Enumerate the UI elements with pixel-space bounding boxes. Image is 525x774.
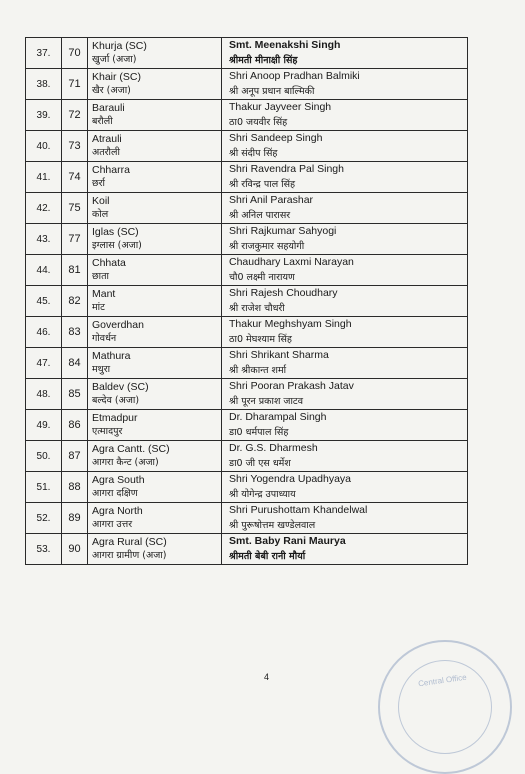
- serial-number: 49.: [36, 419, 51, 431]
- candidate-name-en: Shri Anil Parashar: [229, 194, 314, 206]
- constituency-cell: [88, 162, 222, 193]
- serial-number: 39.: [36, 109, 51, 121]
- constituency-number-cell: [62, 410, 88, 441]
- serial-number: 45.: [36, 295, 51, 307]
- constituency-name-en: Khurja (SC): [92, 40, 147, 52]
- table-row: [26, 38, 468, 69]
- serial-number: 37.: [36, 47, 51, 59]
- serial-number-cell: [26, 410, 62, 441]
- candidate-cell: [222, 162, 468, 193]
- serial-number-cell: [26, 317, 62, 348]
- candidate-name-hi: श्री राजेश चौधरी: [229, 303, 285, 314]
- candidate-name-hi: डा0 जी एस धर्मेश: [229, 458, 291, 469]
- constituency-name-hi: आगरा ग्रामीण (अजा): [92, 550, 167, 561]
- candidate-name-hi: श्रीमती मीनाक्षी सिंह: [229, 55, 298, 66]
- candidate-cell: [222, 38, 468, 69]
- serial-number-cell: [26, 193, 62, 224]
- constituency-name-hi: बल्देव (अजा): [92, 395, 140, 406]
- candidate-name-hi: ठा0 मेघश्याम सिंह: [229, 334, 292, 345]
- table-row: [26, 286, 468, 317]
- candidate-name-hi: ठा0 जयवीर सिंह: [229, 117, 288, 128]
- serial-number-cell: [26, 255, 62, 286]
- serial-number: 51.: [36, 481, 51, 493]
- table-row: [26, 162, 468, 193]
- constituency-number: 90: [68, 543, 81, 555]
- constituency-cell: [88, 410, 222, 441]
- serial-number-cell: [26, 503, 62, 534]
- constituency-name-hi: मांट: [92, 302, 105, 313]
- serial-number-cell: [26, 379, 62, 410]
- constituency-number-cell: [62, 69, 88, 100]
- table-row: [26, 317, 468, 348]
- constituency-number: 81: [68, 264, 81, 276]
- constituency-number-cell: [62, 441, 88, 472]
- candidate-name-en: Dr. Dharampal Singh: [229, 411, 327, 423]
- candidate-name-en: Thakur Jayveer Singh: [229, 101, 332, 113]
- serial-number-cell: [26, 534, 62, 565]
- serial-number-cell: [26, 224, 62, 255]
- constituency-name-en: Barauli: [92, 102, 125, 114]
- constituency-number-cell: [62, 224, 88, 255]
- table-row: [26, 193, 468, 224]
- constituency-number: 75: [68, 202, 81, 214]
- serial-number: 47.: [36, 357, 51, 369]
- constituency-name-hi: आगरा दक्षिण: [92, 488, 138, 499]
- constituency-name-en: Chhata: [92, 257, 126, 269]
- candidate-cell: [222, 503, 468, 534]
- constituency-cell: [88, 348, 222, 379]
- constituency-name-en: Mathura: [92, 350, 131, 362]
- serial-number: 40.: [36, 140, 51, 152]
- candidate-name-hi: श्रीमती बेबी रानी मौर्या: [229, 551, 306, 562]
- serial-number-cell: [26, 348, 62, 379]
- table-row: [26, 503, 468, 534]
- candidate-name-hi: चौ0 लक्ष्मी नारायण: [229, 272, 295, 283]
- candidate-name-en: Shri Shrikant Sharma: [229, 349, 329, 361]
- serial-number: 44.: [36, 264, 51, 276]
- candidate-cell: [222, 410, 468, 441]
- candidate-name-hi: श्री श्रीकान्त शर्मा: [229, 365, 287, 376]
- constituency-name-en: Goverdhan: [92, 319, 144, 331]
- constituency-name-hi: खुर्जा (अजा): [92, 54, 137, 65]
- constituency-name-en: Khair (SC): [92, 71, 142, 83]
- candidate-name-en: Smt. Meenakshi Singh: [229, 39, 341, 51]
- serial-number-cell: [26, 441, 62, 472]
- candidate-cell: [222, 379, 468, 410]
- constituency-cell: [88, 286, 222, 317]
- candidate-table: [25, 37, 468, 565]
- constituency-number: 87: [68, 450, 81, 462]
- candidate-name-hi: श्री पूरन प्रकाश जाटव: [229, 396, 304, 407]
- constituency-name-en: Koil: [92, 195, 110, 207]
- constituency-number: 83: [68, 326, 81, 338]
- constituency-name-en: Agra North: [92, 505, 143, 517]
- constituency-name-hi: आगरा उत्तर: [92, 519, 133, 530]
- table-row: [26, 255, 468, 286]
- candidate-name-en: Shri Purushottam Khandelwal: [229, 504, 368, 516]
- serial-number-cell: [26, 100, 62, 131]
- table-row: [26, 131, 468, 162]
- constituency-name-en: Mant: [92, 288, 116, 300]
- constituency-number-cell: [62, 38, 88, 69]
- serial-number-cell: [26, 131, 62, 162]
- serial-number: 38.: [36, 78, 51, 90]
- candidate-name-en: Shri Sandeep Singh: [229, 132, 323, 144]
- candidate-cell: [222, 131, 468, 162]
- constituency-number-cell: [62, 162, 88, 193]
- serial-number-cell: [26, 38, 62, 69]
- candidate-cell: [222, 224, 468, 255]
- constituency-name-en: Baldev (SC): [92, 381, 149, 393]
- constituency-name-en: Atrauli: [92, 133, 122, 145]
- constituency-number: 74: [68, 171, 81, 183]
- candidate-name-en: Shri Ravendra Pal Singh: [229, 163, 344, 175]
- constituency-cell: [88, 379, 222, 410]
- constituency-number-cell: [62, 534, 88, 565]
- constituency-number-cell: [62, 100, 88, 131]
- constituency-name-hi: अतरौली: [92, 147, 120, 158]
- serial-number: 52.: [36, 512, 51, 524]
- candidate-cell: [222, 348, 468, 379]
- candidate-cell: [222, 100, 468, 131]
- candidate-name-hi: श्री पुरूषोत्तम खण्डेलवाल: [229, 520, 316, 531]
- constituency-cell: [88, 193, 222, 224]
- constituency-number: 85: [68, 388, 81, 400]
- candidate-name-en: Chaudhary Laxmi Narayan: [229, 256, 354, 268]
- constituency-number: 86: [68, 419, 81, 431]
- table-row: [26, 348, 468, 379]
- constituency-number: 71: [68, 78, 81, 90]
- table-row: [26, 441, 468, 472]
- constituency-number: 84: [68, 357, 81, 369]
- constituency-number: 72: [68, 109, 81, 121]
- serial-number-cell: [26, 162, 62, 193]
- office-seal-ring: [398, 660, 492, 754]
- constituency-cell: [88, 38, 222, 69]
- constituency-cell: [88, 100, 222, 131]
- constituency-number-cell: [62, 317, 88, 348]
- page-number: 4: [264, 672, 270, 682]
- serial-number: 41.: [36, 171, 51, 183]
- constituency-name-hi: बरौली: [92, 116, 113, 127]
- candidate-name-hi: श्री अनिल पारासर: [229, 210, 291, 221]
- constituency-name-hi: खैर (अजा): [92, 85, 131, 96]
- serial-number-cell: [26, 472, 62, 503]
- table-row: [26, 472, 468, 503]
- constituency-number: 73: [68, 140, 81, 152]
- candidate-cell: [222, 286, 468, 317]
- candidate-name-en: Shri Yogendra Upadhyaya: [229, 473, 352, 485]
- serial-number: 48.: [36, 388, 51, 400]
- candidate-cell: [222, 317, 468, 348]
- constituency-number: 88: [68, 481, 81, 493]
- constituency-cell: [88, 131, 222, 162]
- constituency-number-cell: [62, 472, 88, 503]
- constituency-name-hi: छाता: [92, 271, 109, 282]
- constituency-number: 77: [68, 233, 81, 245]
- constituency-name-en: Etmadpur: [92, 412, 138, 424]
- table-row: [26, 100, 468, 131]
- candidate-name-en: Thakur Meghshyam Singh: [229, 318, 352, 330]
- constituency-number-cell: [62, 348, 88, 379]
- candidate-cell: [222, 441, 468, 472]
- candidate-name-hi: श्री रविन्द्र पाल सिंह: [229, 179, 296, 190]
- serial-number: 53.: [36, 543, 51, 555]
- constituency-cell: [88, 441, 222, 472]
- constituency-name-hi: गोवर्धन: [92, 333, 117, 344]
- candidate-name-en: Shri Rajkumar Sahyogi: [229, 225, 337, 237]
- candidate-name-en: Shri Pooran Prakash Jatav: [229, 380, 354, 392]
- constituency-name-en: Agra Cantt. (SC): [92, 443, 170, 455]
- candidate-name-hi: श्री योगेन्द्र उपाध्याय: [229, 489, 296, 500]
- constituency-name-en: Agra Rural (SC): [92, 536, 167, 548]
- constituency-number-cell: [62, 255, 88, 286]
- constituency-cell: [88, 255, 222, 286]
- candidate-cell: [222, 255, 468, 286]
- office-seal-text: Central Office: [417, 672, 468, 689]
- serial-number: 46.: [36, 326, 51, 338]
- candidate-cell: [222, 472, 468, 503]
- office-seal: [378, 640, 512, 774]
- candidate-name-en: Smt. Baby Rani Maurya: [229, 535, 346, 547]
- constituency-number: 89: [68, 512, 81, 524]
- serial-number-cell: [26, 69, 62, 100]
- constituency-number-cell: [62, 286, 88, 317]
- serial-number: 42.: [36, 202, 51, 214]
- constituency-name-en: Iglas (SC): [92, 226, 139, 238]
- table-row: [26, 69, 468, 100]
- candidate-name-hi: डा0 धर्मपाल सिंह: [229, 427, 289, 438]
- constituency-cell: [88, 534, 222, 565]
- table-row: [26, 410, 468, 441]
- constituency-cell: [88, 472, 222, 503]
- candidate-table-body: [26, 38, 468, 565]
- serial-number: 50.: [36, 450, 51, 462]
- table-row: [26, 379, 468, 410]
- constituency-name-hi: आगरा कैन्ट (अजा): [92, 457, 159, 468]
- candidate-name-en: Shri Rajesh Choudhary: [229, 287, 338, 299]
- constituency-name-hi: मथुरा: [92, 364, 111, 375]
- constituency-number-cell: [62, 503, 88, 534]
- table-row: [26, 224, 468, 255]
- constituency-name-hi: कोल: [92, 209, 109, 220]
- candidate-name-hi: श्री अनूप प्रधान बाल्मिकी: [229, 86, 315, 97]
- constituency-cell: [88, 69, 222, 100]
- constituency-cell: [88, 317, 222, 348]
- candidate-name-en: Dr. G.S. Dharmesh: [229, 442, 318, 454]
- constituency-number: 70: [68, 47, 81, 59]
- candidate-name-hi: श्री संदीप सिंह: [229, 148, 278, 159]
- constituency-name-en: Agra South: [92, 474, 145, 486]
- constituency-cell: [88, 224, 222, 255]
- constituency-number: 82: [68, 295, 81, 307]
- serial-number-cell: [26, 286, 62, 317]
- table-row: [26, 534, 468, 565]
- constituency-name-en: Chharra: [92, 164, 130, 176]
- constituency-cell: [88, 503, 222, 534]
- constituency-name-hi: छर्रा: [92, 178, 106, 189]
- candidate-cell: [222, 534, 468, 565]
- constituency-number-cell: [62, 193, 88, 224]
- constituency-name-hi: इग्लास (अजा): [92, 240, 142, 251]
- constituency-name-hi: एत्मादपुर: [92, 426, 123, 437]
- constituency-number-cell: [62, 131, 88, 162]
- serial-number: 43.: [36, 233, 51, 245]
- candidate-name-en: Shri Anoop Pradhan Balmiki: [229, 70, 360, 82]
- candidate-cell: [222, 69, 468, 100]
- constituency-number-cell: [62, 379, 88, 410]
- candidate-name-hi: श्री राजकुमार सहयोगी: [229, 241, 305, 252]
- candidate-cell: [222, 193, 468, 224]
